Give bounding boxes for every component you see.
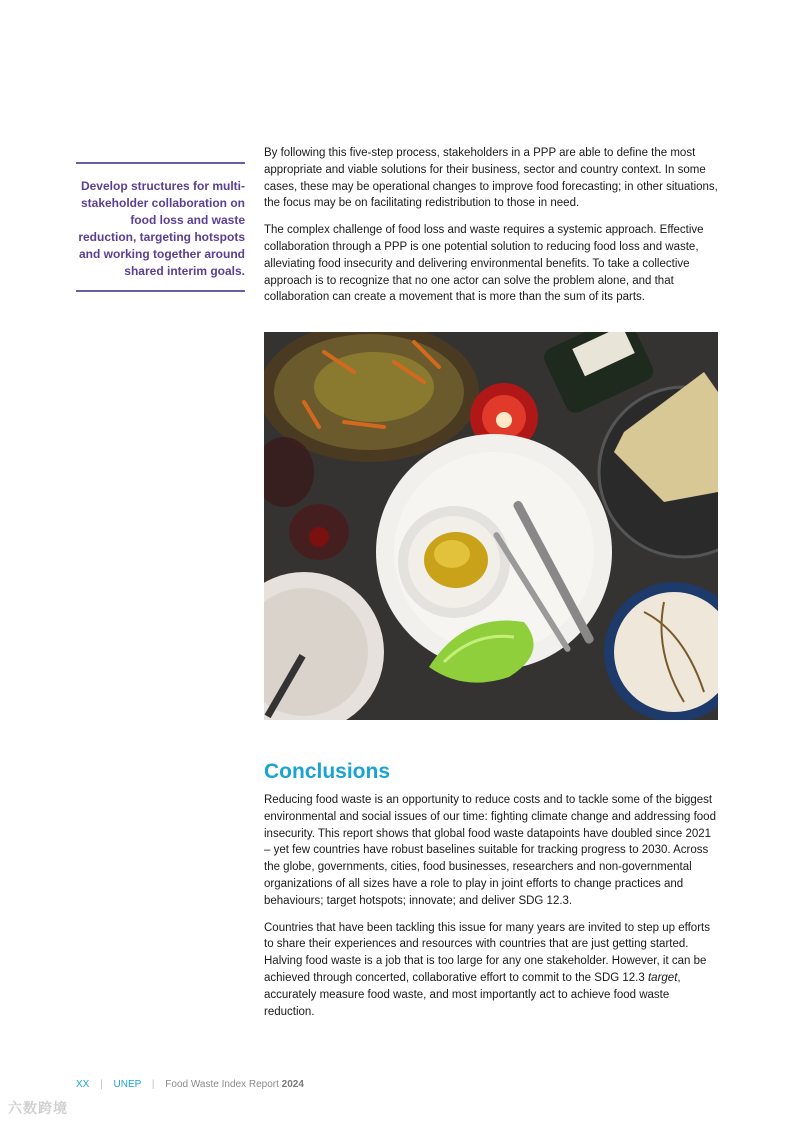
conclusions-paragraph-2-start: Countries that have been tackling this issue for many years are invited to step up efforts to share their experiences and resources with countries that are just getting started. Halving food waste is a job that is too large for any one stakeholder. However, it can be achieved through concerted, collaborative effort to commit to the SDG 12.3 bbox=[264, 921, 710, 984]
page-footer bbox=[76, 1079, 304, 1090]
pull-quote-text: Develop structures for multi-stakeholder collaboration on food loss and waste reduction, targeting hotspots and working together around shared interim goals. bbox=[78, 179, 245, 278]
footer-separator: | bbox=[151, 1079, 155, 1090]
conclusions-section bbox=[264, 792, 718, 1030]
conclusions-heading: Conclusions bbox=[264, 760, 391, 783]
intro-paragraph-2: The complex challenge of food loss and waste requires a systemic approach. Effective collaboration through a PPP is one potential solution to reducing food loss and waste, alleviating food insecurity and delivering environmental benefits. To take a collective approach is to recognize that no one actor can solve the problem alone, and that collaboration can create a movement that is more than the sum of its parts. bbox=[264, 224, 704, 304]
food-waste-photo bbox=[264, 332, 718, 720]
conclusions-paragraph-1: Reducing food waste is an opportunity to reduce costs and to tackle some of the biggest environmental and social issues of our time: fighting climate change and addressing food insecurity. This report shows that global food waste datapoints have doubled since 2021 – yet few countries have robust baselines suitable for tracking progress to 2030. Across the globe, governments, cities, food businesses, researchers and non-governmental organizations of all sizes have a role to play in joint efforts to change practices and behaviours; target hotspots; innovate; and deliver SDG 12.3. bbox=[264, 794, 716, 907]
pull-quote bbox=[76, 162, 245, 292]
footer-report-title: Food Waste Index Report bbox=[165, 1079, 279, 1090]
page-number: XX bbox=[76, 1079, 90, 1090]
watermark-text: 六数跨境 bbox=[8, 1100, 68, 1116]
footer-organization: UNEP bbox=[113, 1079, 142, 1090]
conclusions-paragraph-2 bbox=[264, 920, 718, 1021]
intro-section bbox=[264, 145, 718, 316]
table-with-leftover-food-image bbox=[264, 332, 718, 720]
conclusions-paragraph-2-end: , accurately measure food waste, and most importantly act to achieve food waste reduction. bbox=[264, 971, 681, 1018]
intro-paragraph-1: By following this five-step process, stakeholders in a PPP are able to define the most appropriate and viable solutions for their business, sector and country context. In some cases, these may be operational changes to improve food forecasting; in other situations, the focus may be on facilitating redistribution to those in need. bbox=[264, 147, 718, 210]
footer-year: 2024 bbox=[281, 1079, 304, 1090]
footer-separator: | bbox=[100, 1079, 103, 1090]
watermark bbox=[8, 1098, 68, 1118]
conclusions-paragraph-2-italic: target bbox=[647, 971, 678, 984]
